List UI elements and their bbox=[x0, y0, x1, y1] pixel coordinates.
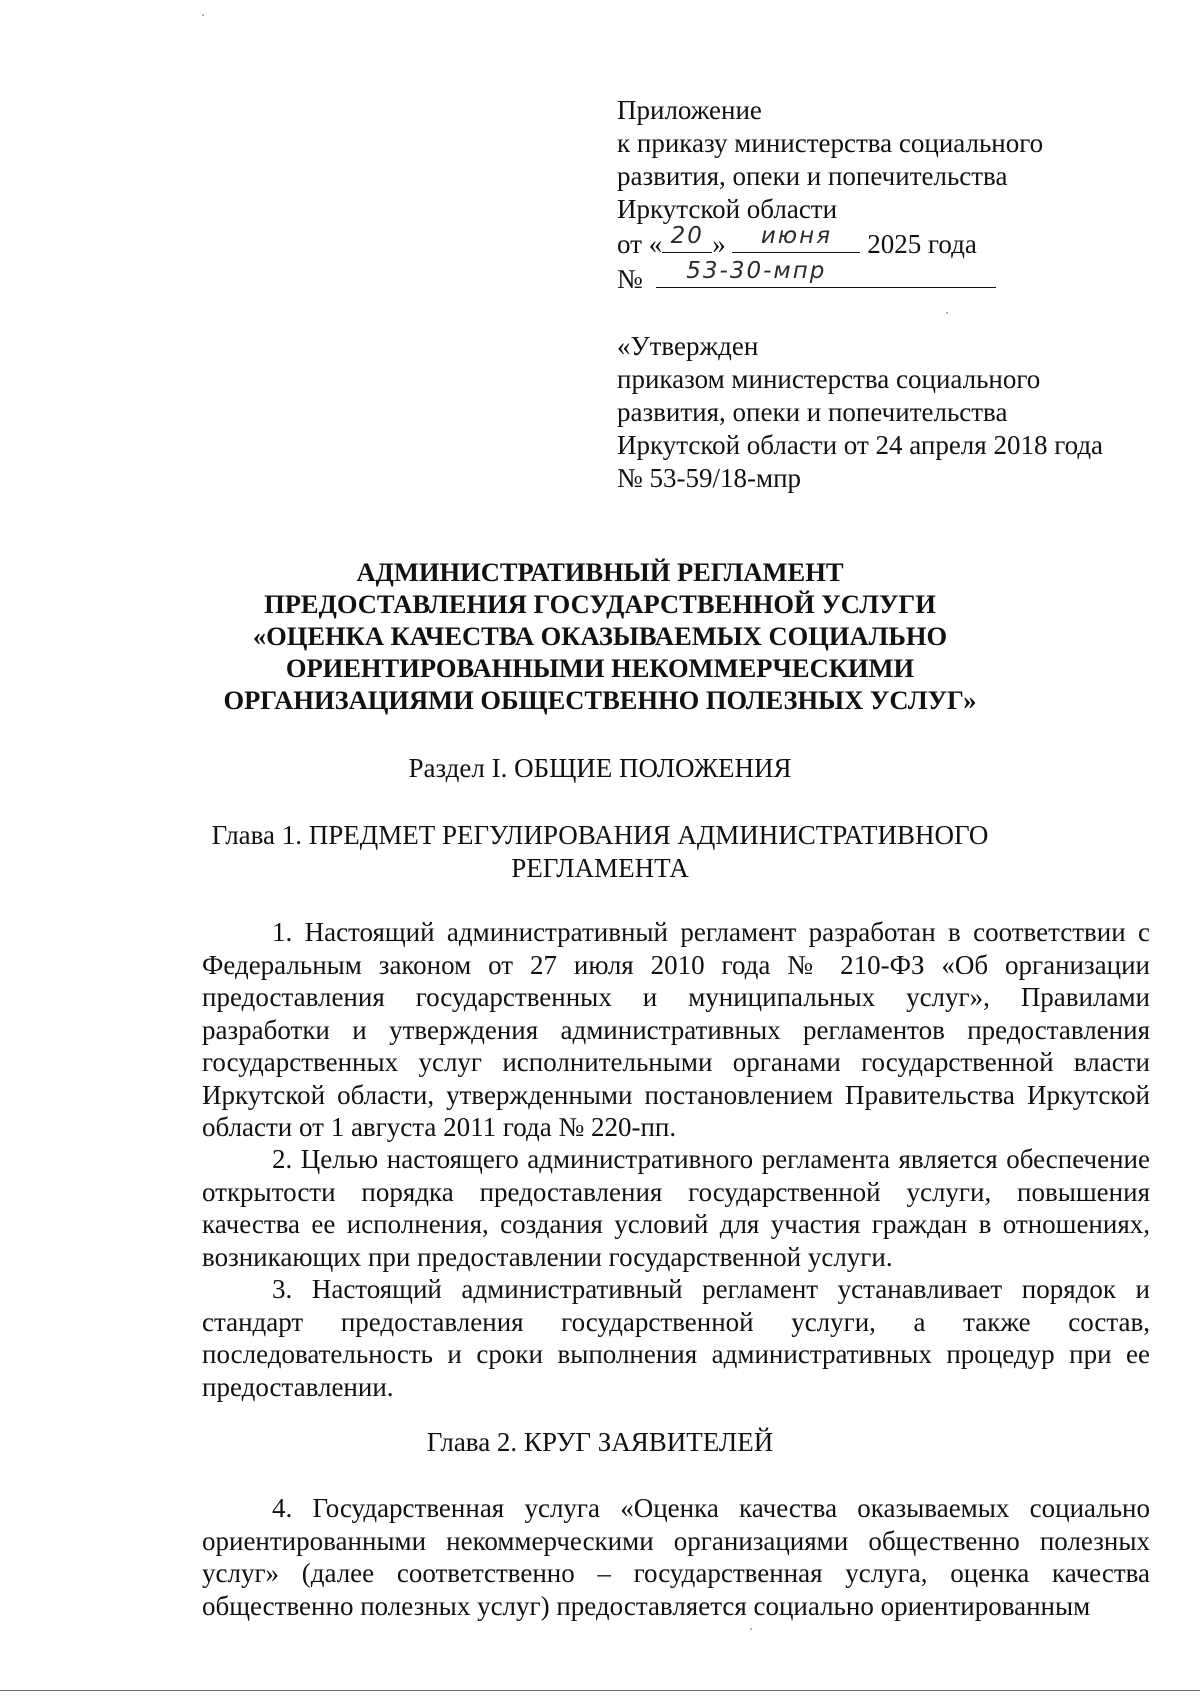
date-day-field bbox=[662, 223, 712, 253]
paragraph-4: 4. Государственная услуга «Оценка качества оказываемых социально ориентированными некоммерческими организациями общественно полезных услуг» (далее соответственно – государственная услуга, оценка качества общественно полезных услуг) предоставляется социально ориентированным bbox=[202, 1493, 1150, 1621]
approved-line-4: Иркутской области от 24 апреля 2018 года bbox=[617, 430, 1104, 460]
number-field bbox=[656, 258, 996, 288]
attachment-number-line bbox=[617, 258, 1137, 296]
paragraph-3: 3. Настоящий административный регламент устанавливает порядок и стандарт предоставления государственной услуги, а также состав, последовательность и сроки выполнения административных процедур при ее предоставлении. bbox=[202, 1274, 1150, 1402]
attachment-line-4: Иркутской области bbox=[617, 194, 838, 224]
attachment-line-1: Приложение bbox=[617, 95, 762, 125]
date-prefix: от « bbox=[617, 229, 663, 259]
scan-edge-line bbox=[0, 1690, 1200, 1691]
approved-line-5: № 53-59/18-мпр bbox=[617, 463, 802, 493]
title-line-2: ПРЕДОСТАВЛЕНИЯ ГОСУДАРСТВЕННОЙ УСЛУГИ bbox=[264, 589, 936, 619]
attachment-block bbox=[617, 94, 1137, 296]
attachment-line-3: развития, опеки и попечительства bbox=[617, 161, 1008, 191]
date-mid: » bbox=[712, 229, 726, 259]
approved-block bbox=[617, 330, 1157, 495]
chapter-2-heading: Глава 2. КРУГ ЗАЯВИТЕЛЕЙ bbox=[426, 1427, 774, 1457]
number-handwritten: 53-30-мпр bbox=[686, 258, 827, 284]
scan-speck bbox=[946, 312, 948, 314]
title-line-5: ОРГАНИЗАЦИЯМИ ОБЩЕСТВЕННО ПОЛЕЗНЫХ УСЛУГ» bbox=[223, 685, 977, 715]
paragraph-1: 1. Настоящий административный регламент разработан в соответствии с Федеральным законом от 27 июля 2010 года № 210-ФЗ «Об организации предоставления государственных и муниципальных услуг», Правилами разработки и утверждения административных регламентов предоставления государственных услуг исполнительными органами государственной власти Иркутской области, утвержденными постановлением Правительства Иркутской области от 1 августа 2011 года № 220-пп. bbox=[202, 917, 1150, 1142]
date-year: 2025 года bbox=[867, 229, 977, 259]
date-day-handwritten: 20 bbox=[670, 223, 704, 249]
title-line-4: ОРИЕНТИРОВАННЫМИ НЕКОММЕРЧЕСКИМИ bbox=[285, 653, 915, 683]
chapter-1-line-2: РЕГЛАМЕНТА bbox=[511, 853, 689, 883]
date-month-handwritten: июня bbox=[760, 223, 833, 249]
attachment-line-2: к приказу министерства социального bbox=[617, 128, 1044, 158]
chapter-1-line-1: Глава 1. ПРЕДМЕТ РЕГУЛИРОВАНИЯ АДМИНИСТРАТИВНОГО bbox=[211, 820, 989, 850]
section-heading: Раздел I. ОБЩИЕ ПОЛОЖЕНИЯ bbox=[408, 753, 792, 783]
title-line-1: АДМИНИСТРАТИВНЫЙ РЕГЛАМЕНТ bbox=[356, 557, 844, 587]
approved-line-1: «Утвержден bbox=[617, 331, 759, 361]
number-prefix: № bbox=[617, 264, 643, 294]
title-line-3: «ОЦЕНКА КАЧЕСТВА ОКАЗЫВАЕМЫХ СОЦИАЛЬНО bbox=[252, 621, 948, 651]
scan-speck bbox=[202, 14, 204, 16]
chapter-1-heading bbox=[150, 819, 1050, 885]
document-title bbox=[150, 556, 1050, 716]
date-month-field bbox=[732, 223, 860, 253]
scan-speck bbox=[750, 1628, 752, 1630]
approved-line-2: приказом министерства социального bbox=[617, 364, 1041, 394]
paragraph-2: 2. Целью настоящего административного регламента является обеспечение открытости порядка предоставления государственной услуги, повышения качества ее исполнения, создания условий для участия граждан в отношениях, возникающих при предоставлении государственной услуги. bbox=[202, 1144, 1150, 1272]
approved-line-3: развития, опеки и попечительства bbox=[617, 397, 1008, 427]
